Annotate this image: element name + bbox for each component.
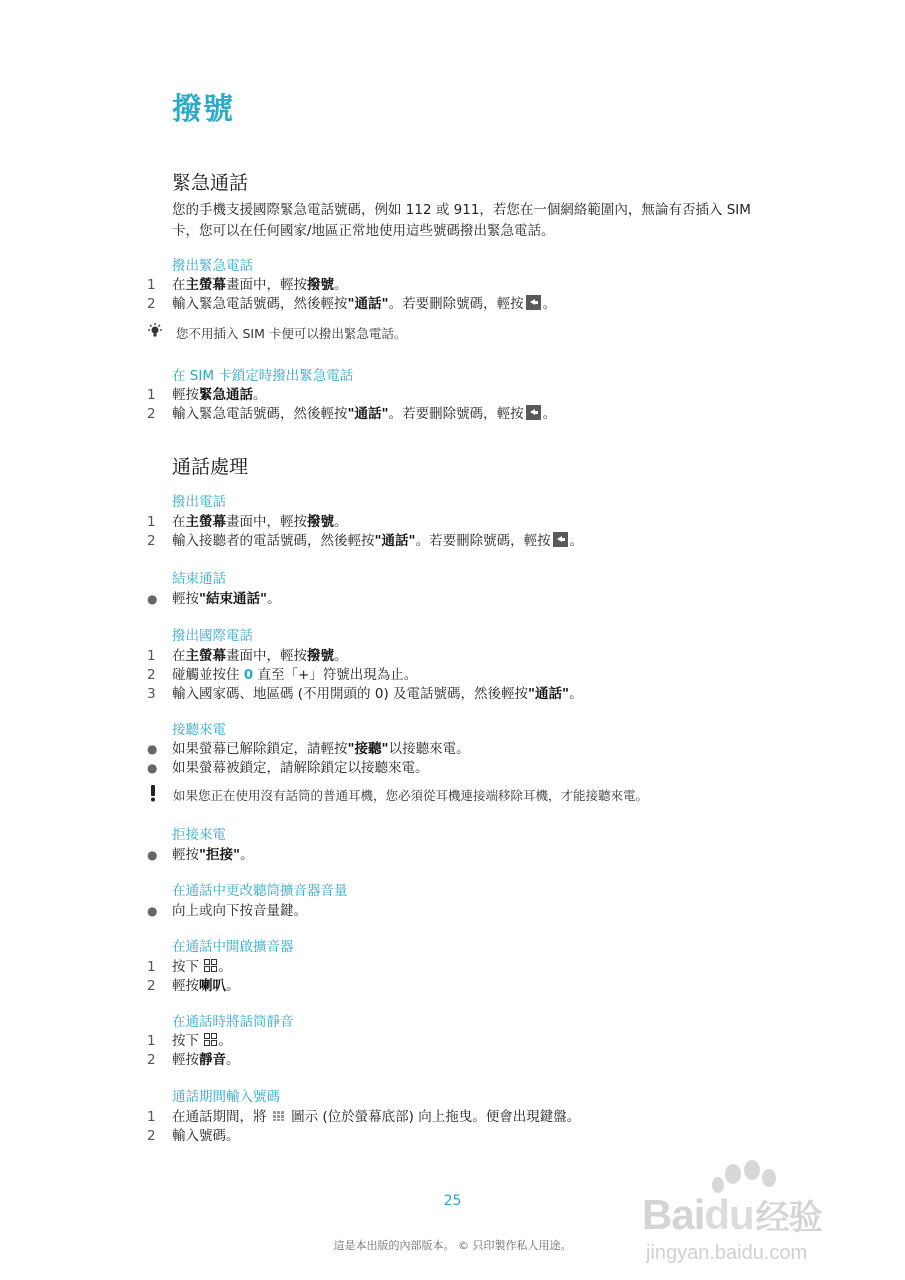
list-item <box>147 665 417 685</box>
step-number: 2 <box>147 1052 156 1068</box>
text: 圖示 (位於螢幕底部) 向上拖曳。便會出現鍵盤。 <box>291 1109 581 1125</box>
list-item <box>147 512 348 532</box>
ui-term: 主螢幕 <box>185 514 226 530</box>
list-item <box>147 589 281 609</box>
section-heading-emergency: 緊急通話 <box>172 172 249 194</box>
ui-term: "接聽" <box>347 741 389 757</box>
subheading-make-emergency-call: 撥出緊急電話 <box>172 258 253 274</box>
subheading-change-volume: 在通話中更改聽筒擴音器音量 <box>172 883 348 899</box>
backspace-icon <box>526 295 541 310</box>
list-item <box>147 758 429 778</box>
key-zero: 0 <box>243 667 254 683</box>
page-number: 25 <box>443 1193 462 1209</box>
text: 碰觸並按住 <box>172 667 240 683</box>
list-item <box>147 531 583 551</box>
text: 。 <box>253 387 267 403</box>
text: 輸入接聽者的電話號碼，然後輕按 <box>172 533 375 549</box>
list-item <box>147 1107 580 1127</box>
step-number: 2 <box>147 1128 156 1144</box>
text: 輕按 <box>172 978 199 994</box>
step-number: 1 <box>147 1109 156 1125</box>
text: 按下 <box>172 959 199 975</box>
footer-note: 這是本出版的內部版本。 © 只印製作私人用途。 <box>333 1239 572 1252</box>
list-item <box>147 275 348 295</box>
ui-term: 主螢幕 <box>185 648 226 664</box>
text: 。 <box>542 406 557 422</box>
text: 在 <box>172 514 186 530</box>
text: 。 <box>218 959 232 975</box>
baidu-jingyan-watermark <box>640 1160 870 1270</box>
ui-term: "結束通話" <box>199 591 268 607</box>
text: 輸入緊急電話號碼，然後輕按 <box>172 296 348 312</box>
step-number: 1 <box>147 959 156 975</box>
text: 按下 <box>172 1033 199 1049</box>
step-number: 2 <box>147 533 156 549</box>
ui-term: "通話" <box>347 296 389 312</box>
ui-term: "通話" <box>374 533 416 549</box>
text: 輕按 <box>172 591 199 607</box>
list-item <box>147 385 267 405</box>
step-number: 1 <box>147 514 156 530</box>
text: 在 <box>172 648 186 664</box>
warning-exclamation-icon <box>147 784 159 802</box>
list-item <box>147 646 348 666</box>
text: 畫面中，輕按 <box>226 277 307 293</box>
text: 。若要刪除號碼，輕按 <box>388 406 524 422</box>
subheading-emergency-sim-locked: 在 SIM 卡鎖定時撥出緊急電話 <box>172 368 354 384</box>
list-item <box>147 845 254 865</box>
step-number: 2 <box>147 406 156 422</box>
text: 。 <box>267 591 281 607</box>
list-item <box>147 1126 240 1146</box>
menu-icon <box>204 959 217 972</box>
text: 。 <box>542 296 557 312</box>
text: 在 <box>172 277 186 293</box>
subheading-speaker: 在通話中開啟擴音器 <box>172 939 294 955</box>
list-item <box>147 1031 232 1051</box>
text: 輸入號碼。 <box>172 1128 240 1144</box>
list-item <box>147 684 583 704</box>
watermark-brand <box>642 1190 822 1239</box>
ui-term: "拒接" <box>199 847 241 863</box>
watermark-url: jingyan.baidu.com <box>646 1242 808 1264</box>
text: 如果螢幕已解除鎖定，請輕按 <box>172 741 348 757</box>
ui-term: 撥號 <box>307 277 334 293</box>
subheading-international-call: 撥出國際電話 <box>172 628 253 644</box>
text: 。 <box>334 514 348 530</box>
text: 。 <box>226 1052 240 1068</box>
text: 。 <box>569 533 584 549</box>
ui-term: 撥號 <box>307 514 334 530</box>
list-item <box>147 294 556 314</box>
step-number: 1 <box>147 277 156 293</box>
text: 輕按 <box>172 847 199 863</box>
subheading-make-call: 撥出電話 <box>172 494 226 510</box>
subheading-enter-number: 通話期間輸入號碼 <box>172 1089 280 1105</box>
ui-term: "通話" <box>347 406 389 422</box>
bullet: ● <box>147 592 158 606</box>
list-item <box>147 976 240 996</box>
bullet: ● <box>147 904 158 918</box>
step-number: 1 <box>147 387 156 403</box>
bullet: ● <box>147 742 158 756</box>
ui-term: 主螢幕 <box>185 277 226 293</box>
step-number: 2 <box>147 296 156 312</box>
text: 輕按 <box>172 387 199 403</box>
text: 輕按 <box>172 1052 199 1068</box>
step-number: 1 <box>147 648 156 664</box>
page-title: 撥號 <box>172 92 234 127</box>
ui-term: 靜音 <box>199 1052 226 1068</box>
text: 在通話期間，將 <box>172 1109 267 1125</box>
list-item <box>147 739 470 759</box>
list-item <box>147 901 307 921</box>
ui-term: 撥號 <box>307 648 334 664</box>
tip-text: 您不用插入 SIM 卡便可以撥出緊急電話。 <box>176 326 407 341</box>
text: 畫面中，輕按 <box>226 514 307 530</box>
watermark-brand-cn: 经验 <box>755 1199 822 1237</box>
list-item <box>147 957 232 977</box>
text: 如果螢幕被鎖定，請解除鎖定以接聽來電。 <box>172 760 429 776</box>
watermark-brand-a: Bai <box>642 1191 705 1238</box>
ui-term: "通話" <box>528 686 570 702</box>
text: 。若要刪除號碼，輕按 <box>388 296 524 312</box>
text: 。 <box>569 686 583 702</box>
text: 畫面中，輕按 <box>226 648 307 664</box>
text: 。 <box>334 277 348 293</box>
text: 直至「+」符號出現為止。 <box>257 667 418 683</box>
list-item <box>147 404 556 424</box>
emergency-intro: 您的手機支援國際緊急電話號碼，例如 112 或 911，若您在一個網絡範圍內，無論有否插入 SIM 卡，您可以在任何國家/地區正常地使用這些號碼撥出緊急電話。 <box>172 202 751 239</box>
bullet: ● <box>147 848 158 862</box>
section-heading-call-handling: 通話處理 <box>172 456 249 478</box>
warning-text: 如果您正在使用沒有話筒的普通耳機，您必須從耳機連接端移除耳機，才能接聽來電。 <box>173 788 649 803</box>
text: 。 <box>240 847 254 863</box>
text: 輸入國家碼、地區碼 (不用開頭的 0) 及電話號碼，然後輕按 <box>172 686 528 702</box>
text: 以接聽來電。 <box>388 741 470 757</box>
backspace-icon <box>553 532 568 547</box>
text: 。 <box>226 978 240 994</box>
text: 。 <box>218 1033 232 1049</box>
menu-icon <box>204 1033 217 1046</box>
step-number: 3 <box>147 686 156 702</box>
bullet: ● <box>147 761 158 775</box>
text: 。 <box>334 648 348 664</box>
step-number: 1 <box>147 1033 156 1049</box>
step-number: 2 <box>147 667 156 683</box>
subheading-end-call: 結束通話 <box>172 571 226 587</box>
text: 輸入緊急電話號碼，然後輕按 <box>172 406 348 422</box>
watermark-brand-b: du <box>704 1191 754 1238</box>
lightbulb-tip-icon <box>146 322 164 340</box>
text: 。若要刪除號碼，輕按 <box>415 533 551 549</box>
step-number: 2 <box>147 978 156 994</box>
subheading-answer-call: 接聽來電 <box>172 722 226 738</box>
dialpad-icon <box>273 1111 285 1121</box>
ui-term: 緊急通話 <box>199 387 253 403</box>
subheading-mute: 在通話時將話筒靜音 <box>172 1014 294 1030</box>
backspace-icon <box>526 405 541 420</box>
list-item <box>147 1050 240 1070</box>
text: 向上或向下按音量鍵。 <box>172 903 307 919</box>
ui-term: 喇叭 <box>199 978 226 994</box>
subheading-reject-call: 拒接來電 <box>172 827 226 843</box>
